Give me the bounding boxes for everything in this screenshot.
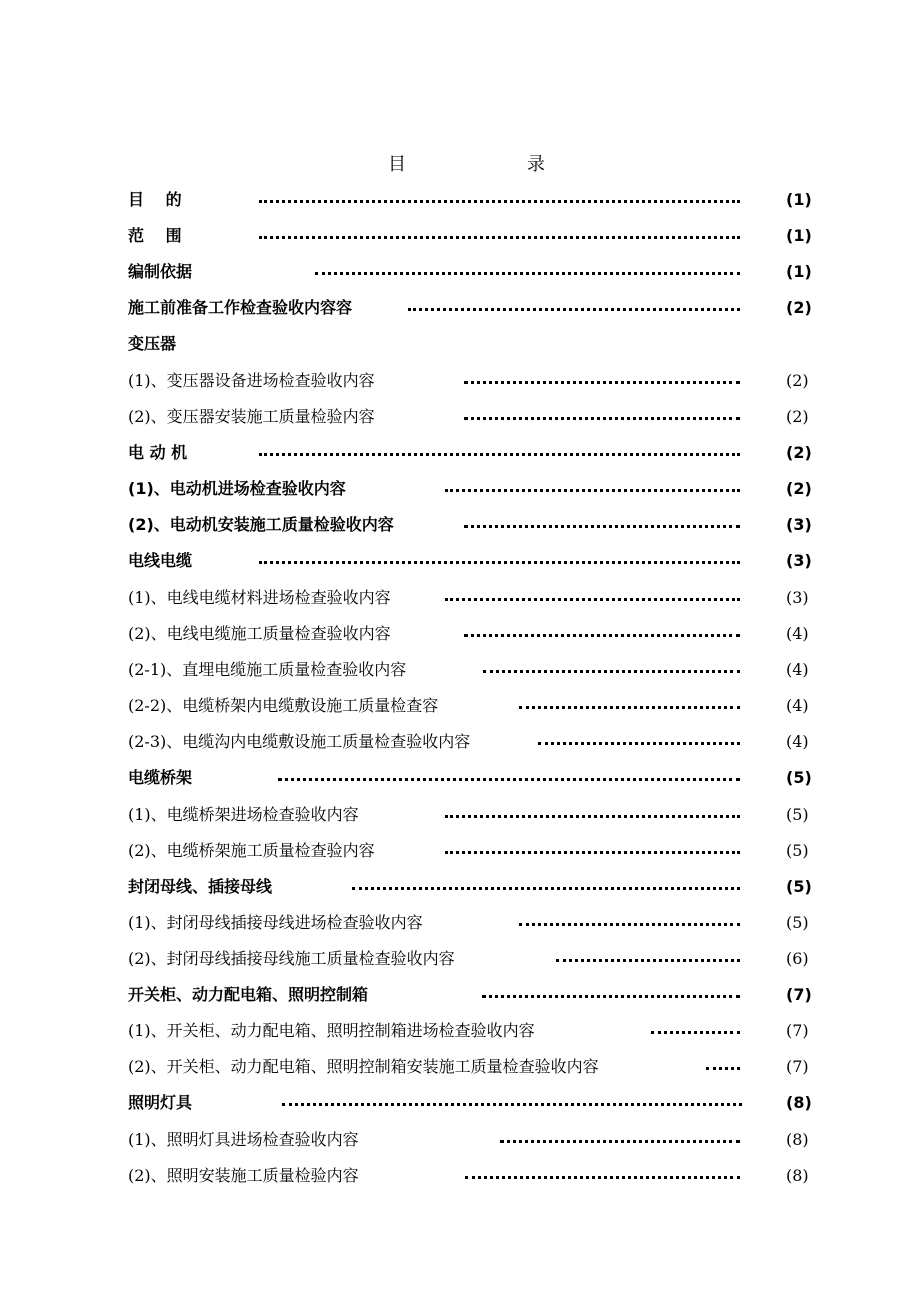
toc-entry-page: (2) [786,443,812,462]
toc-entry-page: (7) [786,1057,809,1076]
toc-entry[interactable] [0,655,920,685]
toc-entry[interactable] [0,800,920,830]
toc-entry-page: (5) [786,841,809,860]
toc-entry-label: (1)、照明灯具进场检查验收内容 [128,1130,359,1149]
toc-entry[interactable] [0,908,920,938]
toc-entry-label: 照明灯具 [128,1093,193,1112]
toc-entry-label: (1)、封闭母线插接母线进场检查验收内容 [128,913,423,932]
toc-entry-label: (1)、电线电缆材料进场检查验收内容 [128,588,391,607]
toc-entry-page: (6) [786,949,809,968]
toc-entry-page: (1) [786,226,812,245]
toc-entry[interactable] [0,872,920,902]
toc-entry[interactable] [0,185,920,215]
toc-title-right: 录 [527,154,545,175]
toc-leader-dots [464,381,740,384]
toc-entry-label: 电线电缆 [128,551,193,570]
toc-entry-page: (7) [786,985,812,1004]
toc-entry-label: 目 的 [128,190,182,209]
toc-entry-page: (4) [786,732,809,751]
toc-leader-dots [445,815,740,818]
toc-entry[interactable] [0,944,920,974]
toc-entry-page: (3) [786,588,809,607]
toc-leader-dots [519,923,740,926]
toc-leader-dots [464,634,740,637]
toc-entry-label: 编制依据 [128,262,193,281]
toc-leader-dots [259,236,740,239]
toc-entry[interactable] [0,257,920,287]
toc-entry-page: (4) [786,660,809,679]
toc-entry[interactable] [0,691,920,721]
toc-entry[interactable] [0,329,920,359]
toc-entry-page: (4) [786,624,809,643]
toc-entry[interactable] [0,366,920,396]
toc-entry-label: 电 动 机 [128,443,188,462]
toc-entry[interactable] [0,221,920,251]
toc-entry[interactable] [0,510,920,540]
toc-entry-label: (2)、开关柜、动力配电箱、照明控制箱安装施工质量检查验收内容 [128,1057,599,1076]
toc-entry-page: (2) [786,371,809,390]
toc-entry-label: 变压器 [128,334,177,353]
toc-entry-page: (2) [786,407,809,426]
toc-leader-dots [278,778,740,781]
toc-entry[interactable] [0,546,920,576]
toc-entry-label: 施工前准备工作检查验收内容容 [128,298,353,317]
toc-entry-label: (2)、封闭母线插接母线施工质量检查验收内容 [128,949,455,968]
toc-leader-dots [464,417,740,420]
toc-leader-dots [538,742,740,745]
toc-leader-dots [259,453,740,456]
toc-entry[interactable] [0,438,920,468]
toc-entry-page: (1) [786,262,812,281]
toc-entry[interactable] [0,402,920,432]
toc-leader-dots [500,1140,740,1143]
toc-entry-label: 电缆桥架 [128,768,193,787]
toc-leader-dots [465,1176,740,1179]
toc-leader-dots [259,561,740,564]
toc-entry-page: (5) [786,877,812,896]
toc-entry[interactable] [0,1088,920,1118]
toc-leader-dots [408,308,740,311]
toc-entry[interactable] [0,836,920,866]
toc-entry-page: (1) [786,190,812,209]
toc-leader-dots [556,959,740,962]
toc-entry-label: (2)、变压器安装施工质量检验内容 [128,407,375,426]
toc-leader-dots [352,887,740,890]
toc-entry-page: (8) [786,1166,809,1185]
toc-leader-dots [315,272,740,275]
toc-leader-dots [282,1103,742,1106]
toc-title-left: 目 [388,154,406,175]
toc-entry[interactable] [0,293,920,323]
toc-entry-label: (2)、电线电缆施工质量检查验收内容 [128,624,391,643]
toc-entry-label: (2-1)、直埋电缆施工质量检查验收内容 [128,660,407,679]
toc-entry-label: (1)、电动机进场检查验收内容 [128,479,346,498]
toc-entry-label: (2)、电缆桥架施工质量检查验内容 [128,841,375,860]
toc-entry-label: 开关柜、动力配电箱、照明控制箱 [128,985,369,1004]
toc-entry-label: (1)、电缆桥架进场检查验收内容 [128,805,359,824]
toc-leader-dots [482,995,740,998]
toc-leader-dots [464,525,740,528]
toc-entry[interactable] [0,763,920,793]
toc-entry-page: (5) [786,768,812,787]
toc-entry-page: (5) [786,913,809,932]
toc-entry-page: (8) [786,1093,812,1112]
toc-leader-dots [445,851,740,854]
toc-entry[interactable] [0,619,920,649]
toc-leader-dots [651,1031,740,1034]
toc-leader-dots [445,598,740,601]
toc-entry[interactable] [0,980,920,1010]
toc-entry[interactable] [0,1125,920,1155]
toc-title [0,150,920,180]
toc-entry[interactable] [0,1052,920,1082]
toc-entry[interactable] [0,1161,920,1191]
toc-leader-dots [483,670,740,673]
toc-entry[interactable] [0,727,920,757]
toc-entry-label: (1)、变压器设备进场检查验收内容 [128,371,375,390]
toc-entry-page: (5) [786,805,809,824]
toc-entry-page: (8) [786,1130,809,1149]
toc-entry-label: 范 围 [128,226,182,245]
toc-entry-page: (3) [786,551,812,570]
toc-leader-dots [706,1067,740,1070]
toc-entry-page: (2) [786,298,812,317]
toc-leader-dots [519,706,740,709]
toc-entry-label: 封闭母线、插接母线 [128,877,273,896]
toc-entry-label: (2)、电动机安装施工质量检验收内容 [128,515,394,534]
toc-entry[interactable] [0,1016,920,1046]
toc-entry[interactable] [0,583,920,613]
toc-leader-dots [445,489,740,492]
toc-entry-page: (3) [786,515,812,534]
toc-entry-page: (4) [786,696,809,715]
toc-entry-label: (1)、开关柜、动力配电箱、照明控制箱进场检查验收内容 [128,1021,535,1040]
toc-leader-dots [259,200,740,203]
toc-entry-page: (2) [786,479,812,498]
toc-entry-page: (7) [786,1021,809,1040]
toc-entry[interactable] [0,474,920,504]
toc-entry-label: (2-2)、电缆桥架内电缆敷设施工质量检查容 [128,696,439,715]
toc-entry-label: (2-3)、电缆沟内电缆敷设施工质量检查验收内容 [128,732,471,751]
toc-entry-label: (2)、照明安装施工质量检验内容 [128,1166,359,1185]
